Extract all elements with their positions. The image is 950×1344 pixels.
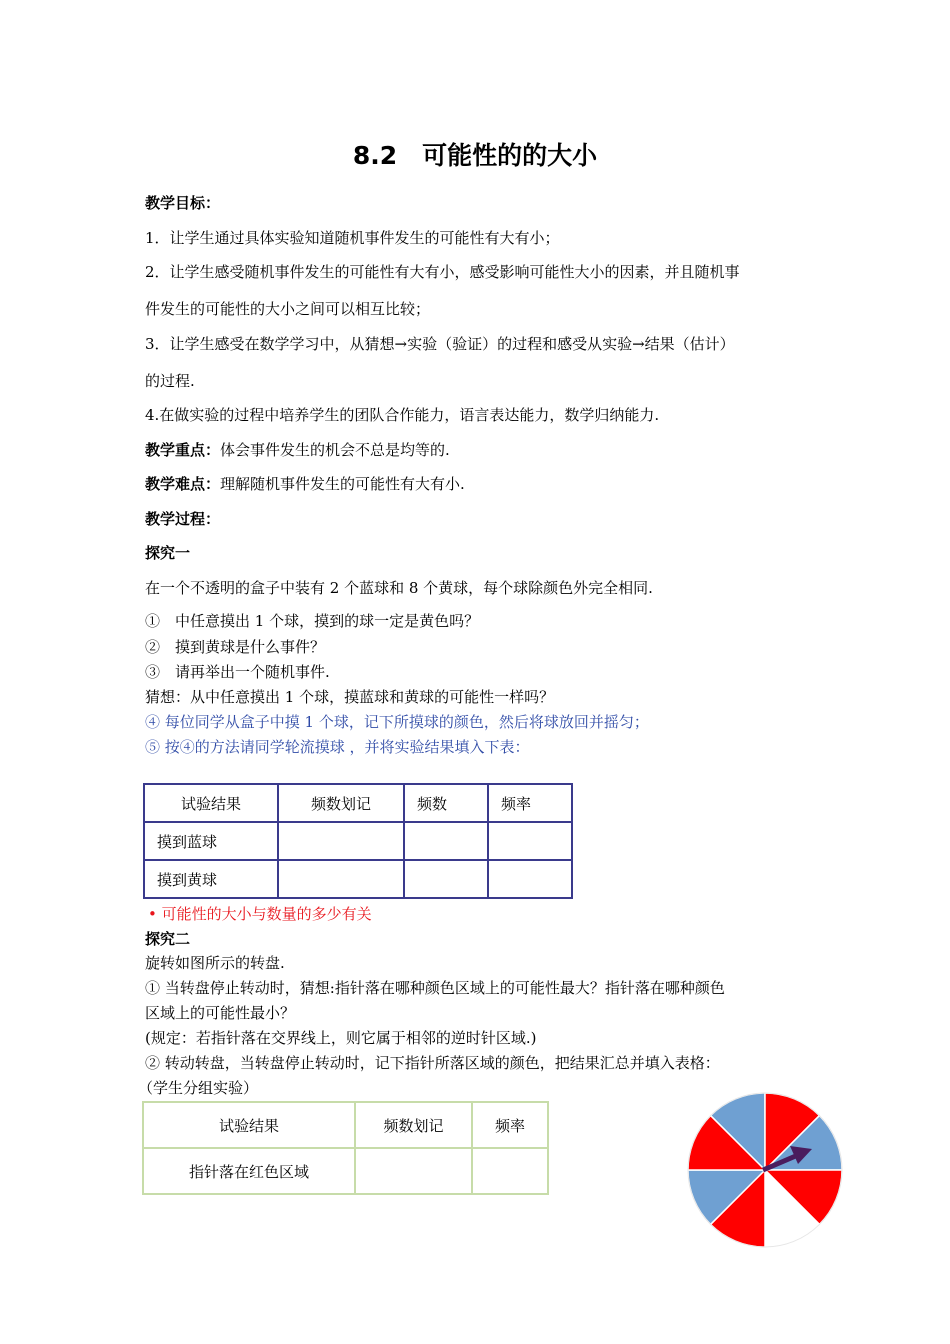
table-row-label: 指针落在红色区域 bbox=[143, 1148, 355, 1194]
explore2-question-1-line2: 区域上的可能性最小？ bbox=[145, 1004, 296, 1022]
objective-1: 1．让学生通过具体实验知道随机事件发生的可能性有大有小； bbox=[145, 229, 560, 247]
key-point-label: 教学重点： bbox=[145, 441, 221, 459]
difficulty-label: 教学难点： bbox=[145, 475, 221, 493]
table-header-cell: 试验结果 bbox=[143, 1102, 355, 1148]
table-header-cell: 频率 bbox=[488, 784, 572, 822]
table-header-cell: 频率 bbox=[472, 1102, 548, 1148]
table-cell bbox=[404, 822, 488, 860]
table-cell bbox=[278, 860, 404, 898]
table-header-cell: 频数划记 bbox=[355, 1102, 472, 1148]
table-row-label: 摸到黄球 bbox=[144, 860, 278, 898]
explore2-note: （学生分组实验） bbox=[138, 1079, 259, 1097]
objectives-heading: 教学目标： bbox=[145, 194, 221, 212]
objective-3-line2: 的过程. bbox=[145, 372, 195, 390]
objective-2-line2: 件发生的可能性的大小之间可以相互比较； bbox=[145, 300, 431, 318]
key-point bbox=[145, 440, 450, 460]
table-cell bbox=[355, 1148, 472, 1194]
explore1-question-2: ② 摸到黄球是什么事件？ bbox=[145, 638, 326, 656]
table-row bbox=[143, 1148, 548, 1194]
table-row bbox=[144, 822, 572, 860]
explore2-question-1-line1: ① 当转盘停止转动时，猜想:指针落在哪种颜色区域上的可能性最大？指针落在哪种颜色 bbox=[145, 979, 725, 997]
table-cell bbox=[488, 860, 572, 898]
table-cell bbox=[278, 822, 404, 860]
objective-4: 4.在做实验的过程中培养学生的团队合作能力，语言表达能力，数学归纳能力. bbox=[145, 406, 660, 424]
table-cell bbox=[488, 822, 572, 860]
objective-3-line1: 3．让学生感受在数学学习中，从猜想→实验（验证）的过程和感受从实验→结果（估计） bbox=[145, 335, 735, 353]
difficulty bbox=[145, 474, 465, 494]
explore1-question-4: ④ 每位同学从盒子中摸 1 个球，记下所摸球的颜色，然后将球放回并摇匀； bbox=[145, 713, 649, 731]
explore1-table bbox=[143, 783, 573, 899]
explore1-guess: 猜想：从中任意摸出 1 个球，摸蓝球和黄球的可能性一样吗？ bbox=[145, 688, 555, 706]
explore1-heading: 探究一 bbox=[145, 544, 191, 562]
difficulty-text: 理解随机事件发生的可能性有大有小. bbox=[220, 475, 465, 493]
process-heading: 教学过程： bbox=[145, 510, 221, 528]
table-header-row bbox=[143, 1102, 548, 1148]
spinner-wheel bbox=[686, 1091, 844, 1249]
table-header-cell: 试验结果 bbox=[144, 784, 278, 822]
explore1-question-3: ③ 请再举出一个随机事件. bbox=[145, 663, 330, 681]
explore1-intro: 在一个不透明的盒子中装有 2 个蓝球和 8 个黄球，每个球除颜色外完全相同. bbox=[145, 579, 653, 597]
table-header-cell: 频数 bbox=[404, 784, 488, 822]
explore1-question-5: ⑤ 按④的方法请同学轮流摸球 ，并将实验结果填入下表： bbox=[145, 738, 530, 756]
table-cell bbox=[404, 860, 488, 898]
objective-2-line1: 2．让学生感受随机事件发生的可能性有大有小，感受影响可能性大小的因素，并且随机事 bbox=[145, 263, 740, 281]
table-row-label: 摸到蓝球 bbox=[144, 822, 278, 860]
explore1-conclusion: • 可能性的大小与数量的多少有关 bbox=[148, 905, 372, 923]
explore2-heading: 探究二 bbox=[145, 930, 191, 948]
table-row bbox=[144, 860, 572, 898]
table-header-row bbox=[144, 784, 572, 822]
explore2-table bbox=[142, 1101, 549, 1195]
explore1-question-1: ① 中任意摸出 1 个球，摸到的球一定是黄色吗？ bbox=[145, 612, 480, 630]
table-cell bbox=[472, 1148, 548, 1194]
table-header-cell: 频数划记 bbox=[278, 784, 404, 822]
page-title: 8.2 可能性的的大小 bbox=[352, 141, 598, 170]
explore2-rule: (规定：若指针落在交界线上，则它属于相邻的逆时针区域.) bbox=[145, 1029, 537, 1047]
explore2-intro: 旋转如图所示的转盘. bbox=[145, 954, 285, 972]
key-point-text: 体会事件发生的机会不总是均等的. bbox=[220, 441, 450, 459]
explore2-question-2: ② 转动转盘，当转盘停止转动时，记下指针所落区域的颜色，把结果汇总并填入表格： bbox=[145, 1054, 720, 1072]
